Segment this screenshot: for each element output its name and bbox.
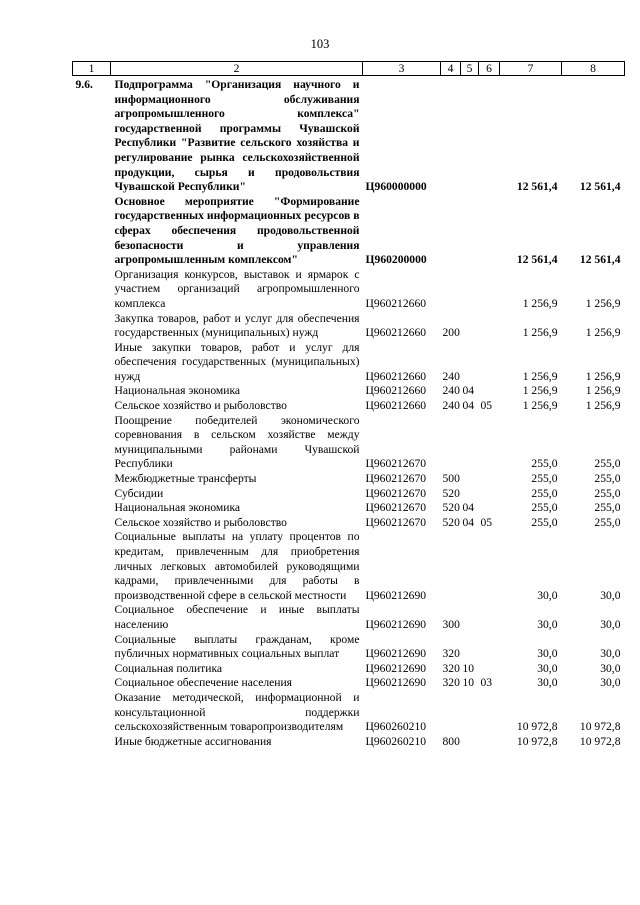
row-description: Подпрограмма "Организация научного и информационного обслуживания агропромышленного комплекса" государственной программы Чувашской Республики "Развитие сельского хозяйства и регулирование рынка сельскохозяйственной продукции, сырья и продовольствия Чувашской Республики": [114, 78, 360, 194]
row-expense-type: [441, 268, 461, 312]
row-amount-col8: 255,0: [594, 472, 621, 486]
table-row: [73, 384, 625, 399]
row-number: 9.6.: [75, 78, 93, 91]
row-number: [73, 384, 111, 399]
row-amount-col8: 1 256,9: [585, 296, 621, 310]
row-code: Ц960212670: [365, 501, 427, 515]
row-amount-col8: 255,0: [594, 501, 621, 515]
row-subsection: [479, 268, 500, 312]
row-amount-col8: 1 256,9: [585, 399, 621, 413]
row-code: Ц960212670: [365, 472, 427, 486]
table-header: [73, 62, 625, 76]
row-section: [461, 530, 479, 603]
row-description: Сельское хозяйство и рыболовство: [114, 399, 287, 413]
row-number: [73, 662, 111, 677]
row-number: [73, 312, 111, 341]
row-number: [73, 691, 111, 735]
row-code: Ц960212660: [365, 399, 427, 413]
row-number: [73, 735, 111, 750]
row-code: Ц960212690: [365, 661, 427, 675]
row-section: [461, 414, 479, 472]
row-amount-col8: 1 256,9: [585, 369, 621, 383]
row-description: Социальные выплаты гражданам, кроме публичных нормативных социальных выплат: [114, 632, 360, 661]
row-subsection: [479, 195, 500, 268]
row-expense-type: 320: [442, 661, 460, 675]
row-code: Ц960212670: [365, 486, 427, 500]
row-subsection: [479, 735, 500, 750]
row-code: Ц960212670: [365, 457, 427, 471]
row-expense-type: 800: [442, 734, 460, 748]
row-amount-col7: 255,0: [531, 472, 558, 486]
row-section: 04: [462, 501, 475, 515]
row-section: [461, 487, 479, 502]
row-code: Ц960000000: [365, 180, 427, 194]
header-cell-2: 2: [111, 62, 363, 76]
row-amount-col8: 255,0: [594, 457, 621, 471]
row-amount-col7: 10 972,8: [516, 734, 558, 748]
table-row: [73, 472, 625, 487]
row-amount-col8: 12 561,4: [579, 253, 621, 267]
row-code: Ц960212660: [365, 296, 427, 310]
row-number: [73, 341, 111, 385]
table-row: [73, 195, 625, 268]
row-amount-col8: 255,0: [594, 515, 621, 529]
row-code: Ц960212660: [365, 369, 427, 383]
header-cell-4: 4: [441, 62, 461, 76]
row-section: [461, 268, 479, 312]
row-number: [73, 472, 111, 487]
row-code: Ц960212690: [365, 647, 427, 661]
row-code: Ц960212670: [365, 515, 427, 529]
row-expense-type: 300: [442, 617, 460, 631]
row-section: 10: [462, 661, 475, 675]
table-row: [73, 603, 625, 632]
header-cell-6: 6: [479, 62, 500, 76]
row-expense-type: 200: [442, 326, 460, 340]
row-amount-col7: 255,0: [531, 486, 558, 500]
row-section: [461, 691, 479, 735]
row-subsection: 05: [480, 399, 493, 413]
row-section: 04: [462, 515, 475, 529]
row-description: Социальные выплаты на уплату процентов по кредитам, привлеченным для приобретения личных легковых автомобилей руководящими кадрами, привлеченными для работы в производственной сфере в сельской местности: [114, 530, 360, 602]
row-description: Поощрение победителей экономического соревнования в сельском хозяйстве между муниципальными районами Чувашской Республики: [114, 413, 360, 471]
row-description: Сельское хозяйство и рыболовство: [114, 515, 287, 529]
row-subsection: [479, 633, 500, 662]
row-amount-col7: 30,0: [537, 676, 558, 690]
row-description: Социальное обеспечение и иные выплаты населению: [114, 603, 360, 631]
table-row: [73, 633, 625, 662]
row-amount-col7: 30,0: [537, 661, 558, 675]
row-code: Ц960200000: [365, 253, 427, 267]
row-number: [73, 195, 111, 268]
row-section: [461, 735, 479, 750]
row-subsection: [479, 691, 500, 735]
table-row: [73, 735, 625, 750]
row-amount-col7: 1 256,9: [522, 296, 558, 310]
header-cell-8: 8: [562, 62, 625, 76]
row-expense-type: [441, 414, 461, 472]
row-subsection: [479, 312, 500, 341]
table-row: [73, 268, 625, 312]
row-description: Оказание методической, информационной и консультационной поддержки сельскохозяйственным товаропроизводителям: [114, 690, 360, 734]
budget-table: [72, 61, 625, 749]
row-section: [461, 603, 479, 632]
row-description: Социальная политика: [114, 661, 223, 675]
row-expense-type: [441, 76, 461, 195]
row-expense-type: 320: [442, 676, 460, 690]
row-description: Иные бюджетные ассигнования: [114, 734, 272, 748]
row-number: [73, 530, 111, 603]
row-expense-type: [441, 530, 461, 603]
header-cell-5: 5: [461, 62, 479, 76]
row-expense-type: [441, 691, 461, 735]
row-amount-col8: 10 972,8: [579, 720, 621, 734]
row-description: Национальная экономика: [114, 501, 241, 515]
row-amount-col7: 30,0: [537, 588, 558, 602]
table-row: [73, 312, 625, 341]
table-row: [73, 341, 625, 385]
row-amount-col8: 30,0: [600, 647, 621, 661]
row-description: Основное мероприятие "Формирование государственных информационных ресурсов в сферах обеспечения продовольственной безопасности и управления агропромышленным комплексом": [114, 194, 360, 267]
row-subsection: 05: [480, 515, 493, 529]
row-number: [73, 516, 111, 531]
row-expense-type: 520: [442, 515, 460, 529]
row-description: Национальная экономика: [114, 384, 241, 398]
row-subsection: [479, 76, 500, 195]
row-amount-col8: 12 561,4: [579, 180, 621, 194]
row-expense-type: 320: [442, 647, 460, 661]
row-amount-col7: 12 561,4: [516, 180, 558, 194]
row-expense-type: 240: [442, 384, 460, 398]
row-description: Организация конкурсов, выставок и ярмарок с участием организаций агропромышленного комплекса: [114, 267, 360, 310]
row-amount-col7: 1 256,9: [522, 399, 558, 413]
table-row: [73, 501, 625, 516]
page-number: 103: [310, 37, 330, 51]
row-subsection: [479, 414, 500, 472]
row-amount-col8: 30,0: [600, 617, 621, 631]
header-row: [73, 62, 625, 76]
table-row: [73, 76, 625, 195]
row-code: Ц960212660: [365, 384, 427, 398]
row-section: [461, 472, 479, 487]
row-section: 10: [462, 676, 475, 690]
row-number: [73, 633, 111, 662]
row-amount-col7: 1 256,9: [522, 384, 558, 398]
row-subsection: [479, 472, 500, 487]
row-amount-col7: 255,0: [531, 501, 558, 515]
row-number: [73, 501, 111, 516]
row-number: [73, 414, 111, 472]
row-amount-col7: 1 256,9: [522, 326, 558, 340]
row-number: [73, 487, 111, 502]
row-description: Межбюджетные трансферты: [114, 472, 257, 486]
row-section: [461, 76, 479, 195]
row-amount-col7: 255,0: [531, 457, 558, 471]
row-expense-type: 520: [442, 486, 460, 500]
table-row: [73, 487, 625, 502]
table-row: [73, 414, 625, 472]
header-cell-7: 7: [500, 62, 562, 76]
table-row: [73, 676, 625, 691]
row-subsection: [479, 501, 500, 516]
row-description: Социальное обеспечение населения: [114, 676, 293, 690]
row-amount-col8: 1 256,9: [585, 326, 621, 340]
header-cell-3: 3: [363, 62, 441, 76]
row-amount-col7: 30,0: [537, 617, 558, 631]
row-subsection: 03: [480, 676, 493, 690]
row-number: [73, 399, 111, 414]
row-section: [461, 195, 479, 268]
row-code: Ц960212690: [365, 588, 427, 602]
row-amount-col8: 10 972,8: [579, 734, 621, 748]
row-section: [461, 312, 479, 341]
header-cell-1: 1: [73, 62, 111, 76]
row-expense-type: 240: [442, 369, 460, 383]
row-code: Ц960260210: [365, 720, 427, 734]
table-body: [73, 76, 625, 750]
row-subsection: [479, 487, 500, 502]
row-amount-col7: 30,0: [537, 647, 558, 661]
table-row: [73, 516, 625, 531]
row-subsection: [479, 341, 500, 385]
row-description: Иные закупки товаров, работ и услуг для обеспечения государственных (муниципальных) нужд: [114, 340, 360, 383]
row-amount-col8: 1 256,9: [585, 384, 621, 398]
row-expense-type: [441, 195, 461, 268]
row-code: Ц960260210: [365, 734, 427, 748]
row-number: [73, 676, 111, 691]
row-number: [73, 268, 111, 312]
row-amount-col7: 255,0: [531, 515, 558, 529]
row-amount-col8: 30,0: [600, 588, 621, 602]
table-row: [73, 662, 625, 677]
row-code: Ц960212690: [365, 617, 427, 631]
row-code: Ц960212660: [365, 326, 427, 340]
row-section: 04: [462, 399, 475, 413]
table-row: [73, 399, 625, 414]
table-row: [73, 691, 625, 735]
row-code: Ц960212690: [365, 676, 427, 690]
row-amount-col8: 255,0: [594, 486, 621, 500]
row-section: [461, 341, 479, 385]
row-section: 04: [462, 384, 475, 398]
row-expense-type: 240: [442, 399, 460, 413]
row-number: [73, 603, 111, 632]
table-row: [73, 530, 625, 603]
row-expense-type: 520: [442, 501, 460, 515]
row-amount-col7: 10 972,8: [516, 720, 558, 734]
row-section: [461, 633, 479, 662]
row-subsection: [479, 662, 500, 677]
row-description: Субсидии: [114, 486, 164, 500]
row-expense-type: 500: [442, 472, 460, 486]
row-amount-col8: 30,0: [600, 661, 621, 675]
row-amount-col8: 30,0: [600, 676, 621, 690]
row-subsection: [479, 530, 500, 603]
row-description: Закупка товаров, работ и услуг для обеспечения государственных (муниципальных) нужд: [114, 311, 360, 340]
row-subsection: [479, 384, 500, 399]
row-amount-col7: 12 561,4: [516, 253, 558, 267]
row-amount-col7: 1 256,9: [522, 369, 558, 383]
row-subsection: [479, 603, 500, 632]
